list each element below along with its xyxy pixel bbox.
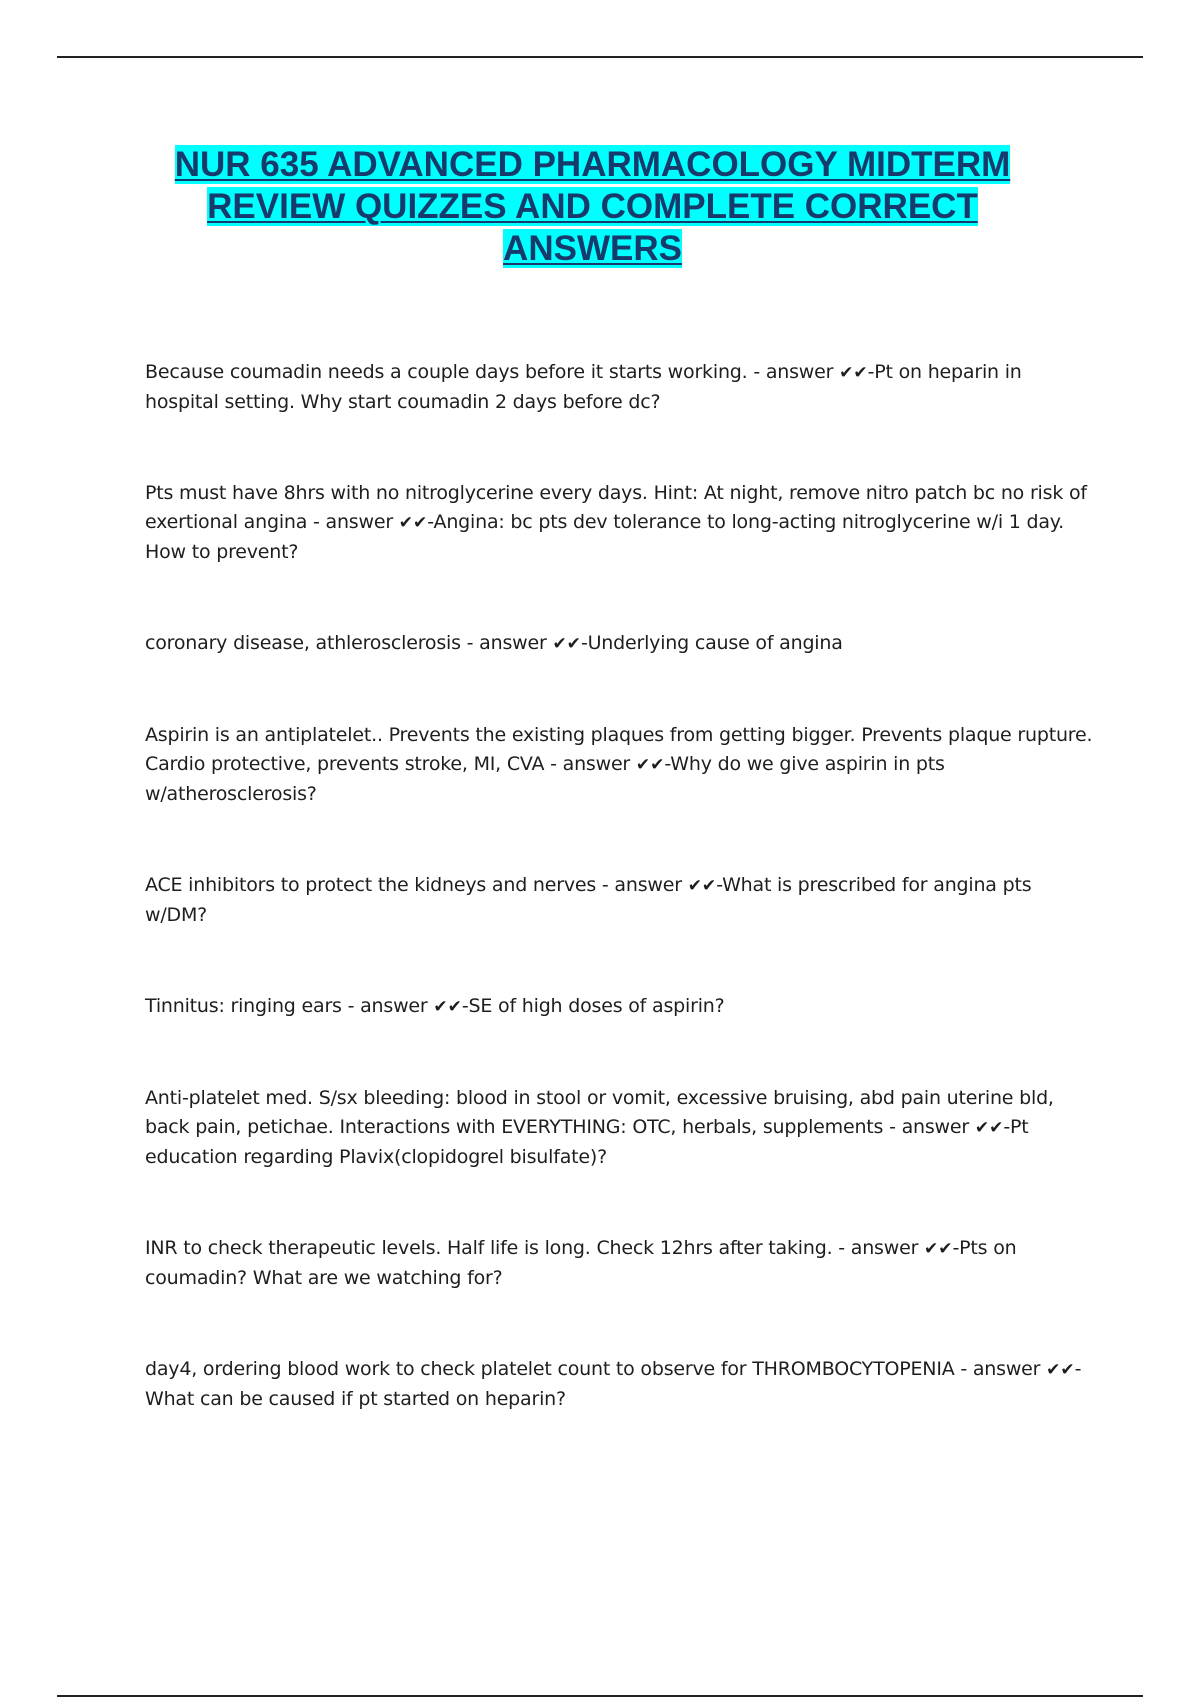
- title-block: [120, 144, 1065, 270]
- answer-text: Tinnitus: ringing ears - answer: [145, 995, 434, 1017]
- question-text: -Pt education regarding Plavix(clopidogrel bisulfate)?: [145, 1116, 1029, 1168]
- qa-item: [145, 871, 1095, 930]
- question-text: -Pt on heparin in hospital setting. Why start coumadin 2 days before dc?: [145, 361, 1022, 413]
- answer-text: INR to check therapeutic levels. Half life is long. Check 12hrs after taking. - answer: [145, 1237, 925, 1259]
- double-check-icon: ✔✔: [687, 876, 717, 896]
- double-check-icon: ✔✔: [552, 634, 581, 654]
- answer-text: Aspirin is an antiplatelet.. Prevents the existing plaques from getting bigger. Prevents plaque rupture. Cardio protective, prevents stroke, MI, CVA - answer: [145, 724, 1093, 775]
- double-check-icon: ✔✔: [635, 755, 665, 775]
- answer-text: Anti-platelet med. S/sx bleeding: blood in stool or vomit, excessive bruising, abd pain uterine bld, back pain, petichae. Interactions with EVERYTHING: OTC, herbals, supplements - answer: [145, 1087, 1054, 1138]
- qa-item: [145, 721, 1095, 809]
- question-text: -Why do we give aspirin in pts w/atherosclerosis?: [145, 753, 945, 805]
- question-text: -What can be caused if pt started on heparin?: [145, 1358, 1082, 1410]
- double-check-icon: ✔✔: [433, 997, 462, 1017]
- qa-item: [145, 1084, 1095, 1172]
- qa-item: [145, 992, 1095, 1022]
- qa-list: [145, 358, 1095, 1414]
- qa-item: [145, 358, 1095, 417]
- question-text: -Angina: bc pts dev tolerance to long-acting nitroglycerine w/i 1 day. How to prevent?: [145, 511, 1064, 563]
- double-check-icon: ✔✔: [1046, 1360, 1075, 1380]
- double-check-icon: ✔✔: [924, 1239, 953, 1259]
- qa-item: [145, 629, 1095, 659]
- footer-rule: [57, 1695, 1143, 1697]
- question-text: -Underlying cause of angina: [580, 632, 843, 654]
- question-text: -Pts on coumadin? What are we watching for?: [145, 1237, 1017, 1289]
- document-title: NUR 635 ADVANCED PHARMACOLOGY MIDTERM REVIEW QUIZZES AND COMPLETE CORRECT ANSWERS: [174, 145, 1011, 268]
- answer-text: coronary disease, athlerosclerosis - answer: [145, 632, 553, 654]
- header-rule: [57, 56, 1143, 58]
- double-check-icon: ✔✔: [839, 363, 868, 383]
- answer-text: day4, ordering blood work to check platelet count to observe for THROMBOCYTOPENIA - answer: [145, 1358, 1047, 1380]
- question-text: -SE of high doses of aspirin?: [461, 995, 725, 1017]
- qa-item: [145, 1355, 1095, 1414]
- qa-item: [145, 479, 1095, 567]
- qa-item: [145, 1234, 1095, 1293]
- answer-text: Because coumadin needs a couple days before it starts working. - answer: [145, 361, 840, 383]
- double-check-icon: ✔✔: [974, 1118, 1004, 1138]
- answer-text: ACE inhibitors to protect the kidneys and nerves - answer: [145, 874, 688, 896]
- question-text: -What is prescribed for angina pts w/DM?: [145, 874, 1032, 926]
- answer-text: Pts must have 8hrs with no nitroglycerine every days. Hint: At night, remove nitro patch bc no risk of exertional angina - answer: [145, 482, 1087, 533]
- double-check-icon: ✔✔: [398, 513, 428, 533]
